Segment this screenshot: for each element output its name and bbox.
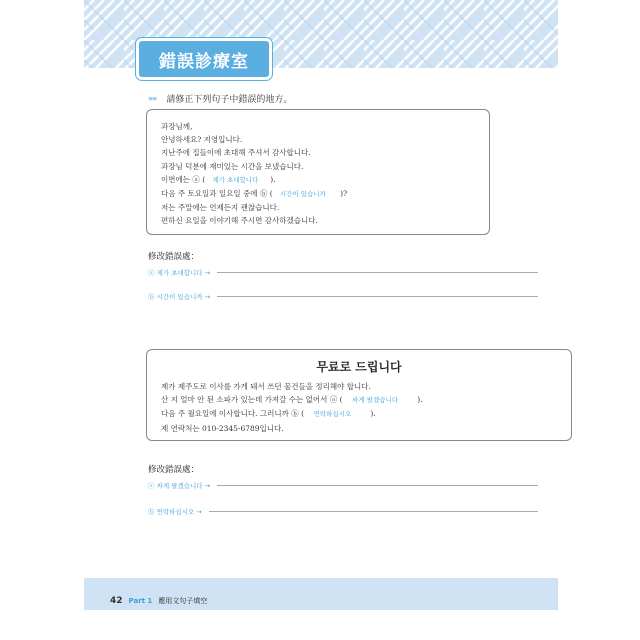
notice-text-segment: ). bbox=[417, 395, 423, 405]
handwritten-answer-a: 싸게 팔겠습니다 bbox=[352, 396, 399, 405]
fix-label: ⓑ 시간이 있습니까 → bbox=[148, 293, 211, 301]
footer bbox=[110, 596, 207, 606]
letter-box bbox=[146, 109, 490, 235]
fix-title-1: 修改錯誤處： bbox=[148, 252, 200, 262]
handwritten-answer-b: 시간이 있습니까 bbox=[279, 190, 326, 199]
instruction bbox=[148, 92, 292, 105]
letter-text-segment: 다음 주 토요일과 일요일 중에 ⓑ ( bbox=[161, 189, 273, 199]
letter-line: 안녕하세요? 지영입니다. bbox=[161, 135, 243, 145]
page-number: 42 bbox=[110, 596, 123, 606]
page bbox=[84, 0, 558, 610]
notice-line-blank-b bbox=[161, 407, 423, 421]
fix-title-2: 修改錯誤處： bbox=[148, 465, 200, 475]
letter-text-segment: )? bbox=[340, 189, 348, 199]
answer-line[interactable] bbox=[217, 272, 538, 273]
answer-line[interactable] bbox=[217, 296, 538, 297]
notice-box bbox=[146, 349, 572, 441]
fix-line-a-1[interactable] bbox=[148, 268, 538, 277]
section-label: 應用文句子填空 bbox=[158, 597, 208, 605]
notice-line: 제 연락처는 010-2345-6789입니다. bbox=[161, 423, 284, 433]
handwritten-answer-a: 제가 초대합니다 bbox=[212, 175, 259, 184]
notice-line-blank-a bbox=[161, 393, 423, 407]
page-title: 錯誤診療室 bbox=[136, 38, 272, 80]
notice-line: 제가 제주도로 이사를 가게 돼서 쓰던 물건들을 정리해야 합니다. bbox=[161, 382, 371, 391]
notice-body bbox=[161, 380, 423, 435]
notice-text-segment: ). bbox=[370, 409, 376, 419]
answer-line[interactable] bbox=[217, 485, 538, 486]
fix-label: ⓐ 싸게 팔겠습니다 → bbox=[148, 482, 211, 490]
letter-line: 과장님 덕분에 재미있는 시간을 보냈습니다. bbox=[161, 161, 304, 171]
part-label: Part 1 bbox=[128, 597, 153, 605]
notice-text-segment: 다음 주 월요일에 이사합니다. 그러니까 ⓑ ( bbox=[161, 409, 305, 419]
fix-line-b-1[interactable] bbox=[148, 292, 538, 301]
double-chevron-icon: »» bbox=[148, 94, 157, 103]
instruction-text: 請修正下列句子中錯誤的地方。 bbox=[166, 95, 293, 105]
fix-label: ⓑ 연락하십시오 → bbox=[148, 508, 202, 516]
letter-line: 편하신 요일을 이야기해 주시면 감사하겠습니다. bbox=[161, 216, 318, 226]
letter-line: 과장님께, bbox=[161, 122, 193, 131]
letter-text-segment: 이번에는 ⓐ ( bbox=[161, 174, 206, 184]
letter-line: 지난주에 집들이에 초대해 주셔서 감사합니다. bbox=[161, 148, 311, 158]
letter-text bbox=[161, 120, 347, 228]
fix-label: ⓐ 제가 초대합니다 → bbox=[148, 269, 211, 277]
notice-text-segment: 산 지 얼마 안 된 소파가 있는데 가져갈 수는 없어서 ⓐ ( bbox=[161, 395, 343, 405]
notice-heading: 무료로 드립니다 bbox=[316, 360, 402, 374]
letter-text-segment: ). bbox=[270, 174, 276, 184]
fix-line-a-2[interactable] bbox=[148, 481, 538, 490]
answer-line[interactable] bbox=[209, 511, 538, 512]
letter-line-blank-b bbox=[161, 187, 347, 201]
letter-line-blank-a bbox=[161, 173, 347, 187]
handwritten-answer-b: 연락하십시오 bbox=[313, 410, 352, 419]
letter-line: 저는 주말에는 언제든지 괜찮습니다. bbox=[161, 203, 280, 213]
fix-line-b-2[interactable] bbox=[148, 507, 538, 516]
